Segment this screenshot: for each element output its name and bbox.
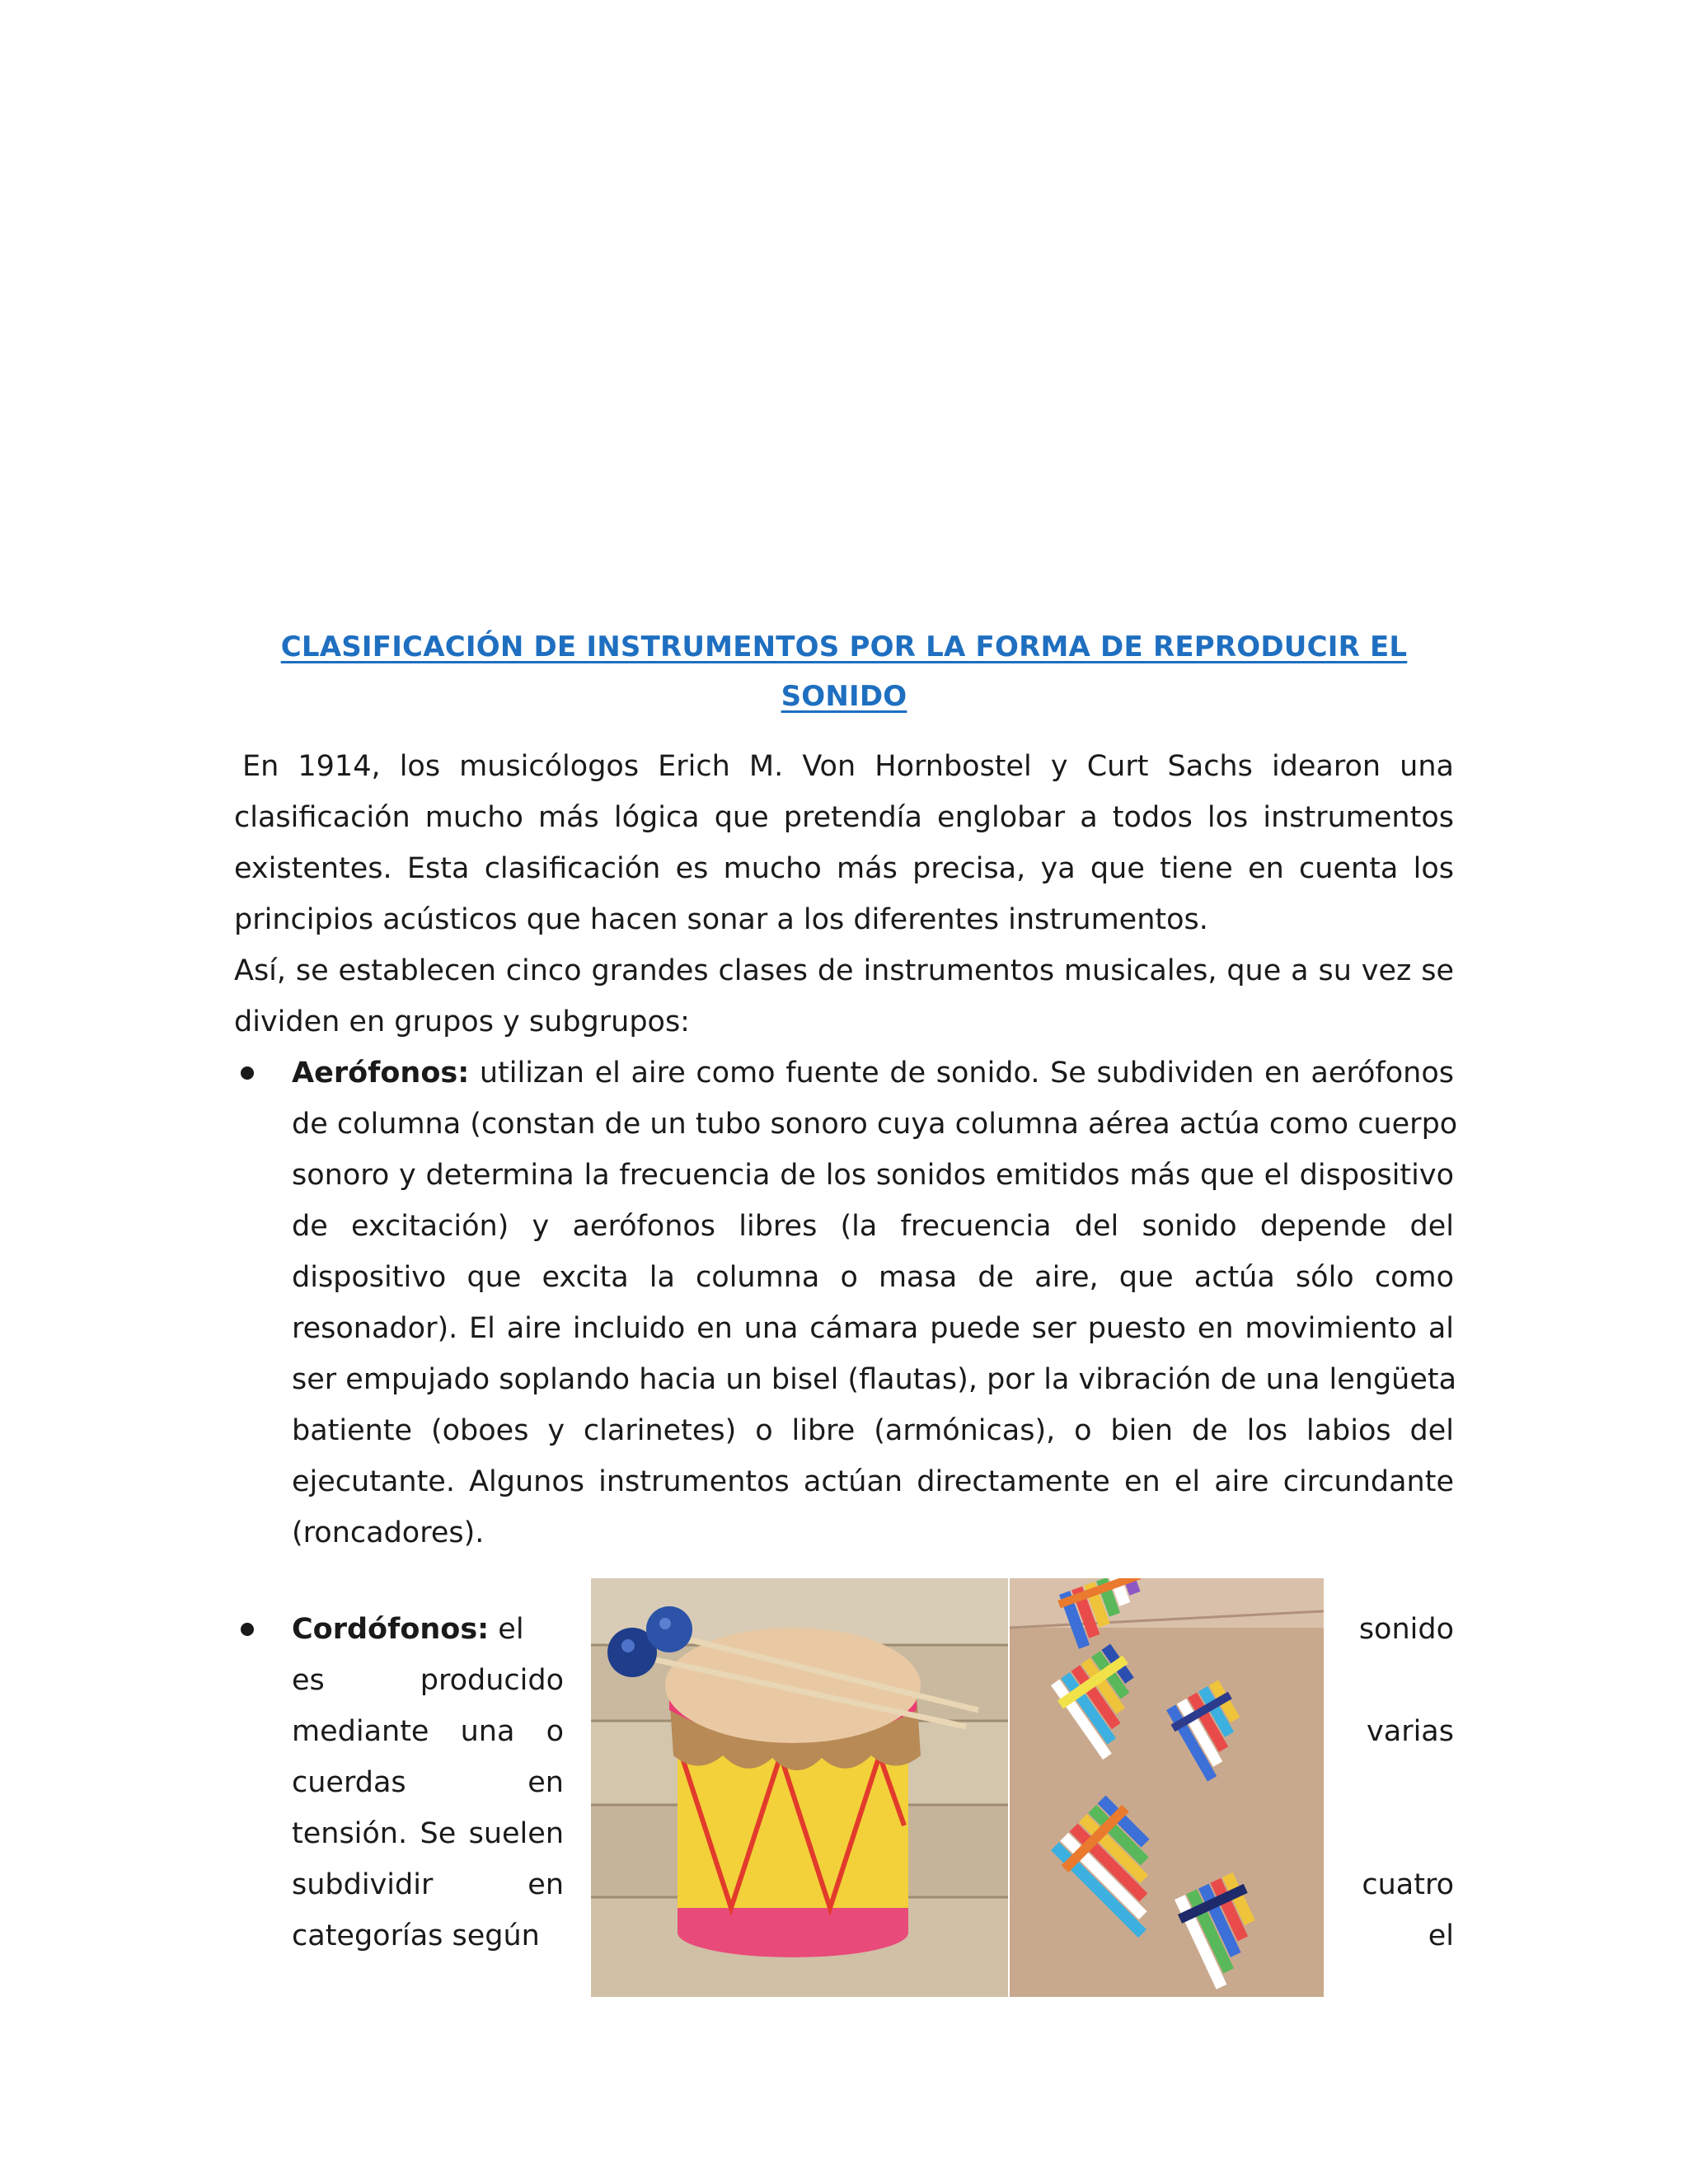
- intro-line: dividen en grupos y subgrupos:: [234, 1005, 690, 1038]
- cordofonos-first-line: [292, 1605, 524, 1654]
- pan-flutes-photo: [1010, 1578, 1324, 1997]
- cordofonos-right-word: cuatro: [1362, 1868, 1454, 1901]
- cordofonos-right-word: sonido: [1358, 1613, 1454, 1646]
- bullet-icon: [241, 1623, 254, 1636]
- cordofonos-first-line-text: el: [489, 1613, 524, 1646]
- bullet-icon: [241, 1066, 254, 1080]
- aerofonos-label: Aerófonos:: [292, 1057, 470, 1090]
- aerofonos-line: de columna (constan de un tubo sonoro cuya columna aérea actúa como cuerpo: [292, 1108, 1458, 1141]
- cordofonos-right-word: varias: [1367, 1715, 1454, 1748]
- drum-photo: [591, 1578, 1008, 1997]
- aerofonos-line: ejecutante. Algunos instrumentos actúan directamente en el aire circundante: [292, 1465, 1454, 1498]
- aerofonos-line: dispositivo que excita la columna o masa de aire, que actúa sólo como: [292, 1261, 1454, 1294]
- intro-line: existentes. Esta clasificación es mucho más precisa, ya que tiene en cuenta los: [234, 852, 1454, 885]
- aerofonos-line: batiente (oboes y clarinetes) o libre (armónicas), o bien de los labios del: [292, 1414, 1454, 1447]
- page-title-continuation: SONIDO: [781, 680, 907, 713]
- cordofonos-line: es producido: [292, 1664, 564, 1697]
- cordofonos-line: categorías según: [292, 1919, 540, 1952]
- cordofonos-right-word: el: [1428, 1919, 1454, 1952]
- aerofonos-first-line: [292, 1048, 1454, 1098]
- aerofonos-line: resonador). El aire incluido en una cámara puede ser puesto en movimiento al: [292, 1312, 1454, 1345]
- cordofonos-line: mediante una o: [292, 1715, 564, 1748]
- aerofonos-line: sonoro y determina la frecuencia de los sonidos emitidos más que el dispositivo: [292, 1159, 1454, 1192]
- intro-line: principios acústicos que hacen sonar a los diferentes instrumentos.: [234, 903, 1208, 936]
- intro-line: clasificación mucho más lógica que pretendía englobar a todos los instrumentos: [234, 801, 1454, 834]
- aerofonos-line: (roncadores).: [292, 1516, 485, 1549]
- aerofonos-line: de excitación) y aerófonos libres (la frecuencia del sonido depende del: [292, 1210, 1454, 1243]
- cordofonos-line: tensión. Se suelen: [292, 1817, 564, 1850]
- cordofonos-label: Cordófonos:: [292, 1613, 490, 1646]
- aerofonos-line: ser empujado soplando hacia un bisel (flautas), por la vibración de una lengüeta: [292, 1363, 1457, 1396]
- cordofonos-line: cuerdas en: [292, 1766, 564, 1799]
- aerofonos-first-line-text: utilizan el aire como fuente de sonido. Se subdividen en aerófonos: [469, 1057, 1454, 1090]
- intro-line: En 1914, los musicólogos Erich M. Von Hornbostel y Curt Sachs idearon una: [242, 750, 1454, 783]
- intro-line: Así, se establecen cinco grandes clases de instrumentos musicales, que a su vez se: [234, 954, 1454, 987]
- page-title: CLASIFICACIÓN DE INSTRUMENTOS POR LA FORMA DE REPRODUCIR EL: [280, 630, 1408, 663]
- cordofonos-line: subdividir en: [292, 1868, 564, 1901]
